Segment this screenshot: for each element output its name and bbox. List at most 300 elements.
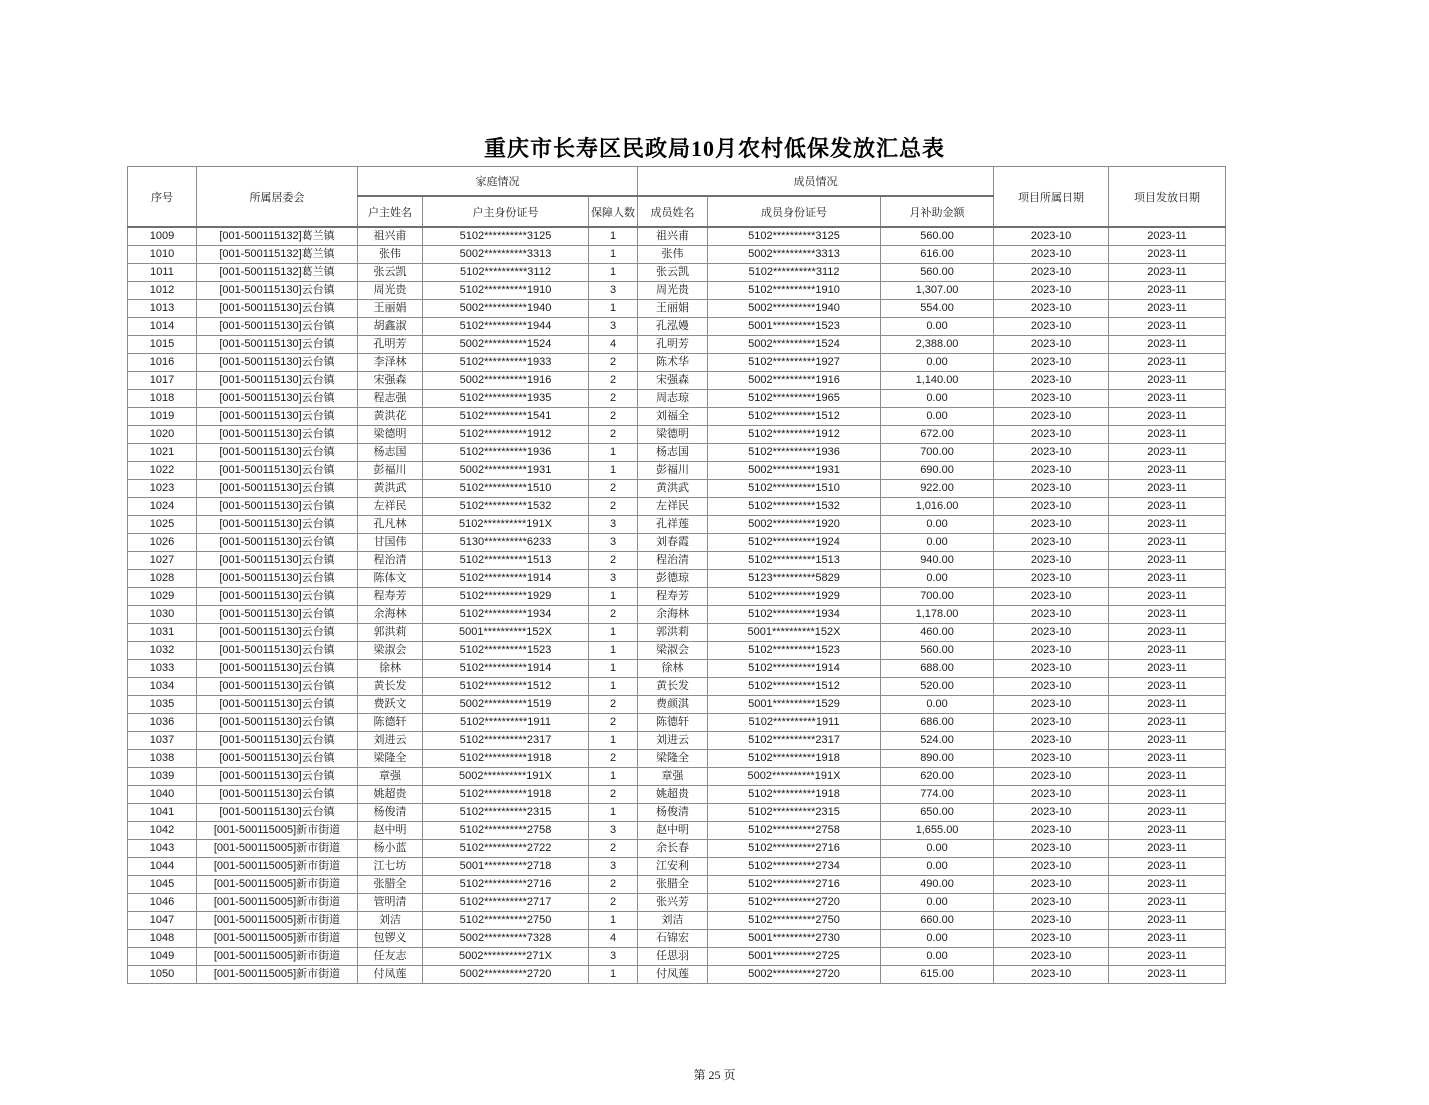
insured-count-cell: 1 (589, 660, 638, 678)
committee-cell: [001-500115005]新市街道 (197, 912, 358, 930)
member-id-cell: 5102**********1927 (708, 354, 881, 372)
head-id-cell: 5102**********2758 (423, 822, 589, 840)
serial-cell: 1015 (128, 336, 197, 354)
member-id-cell: 5102**********1918 (708, 786, 881, 804)
member-id-cell: 5102**********1936 (708, 444, 881, 462)
issue-month-cell: 2023-11 (1109, 750, 1226, 768)
issue-month-cell: 2023-11 (1109, 390, 1226, 408)
project-month-cell: 2023-10 (994, 696, 1109, 714)
member-name-cell: 程治清 (638, 552, 708, 570)
serial-cell: 1047 (128, 912, 197, 930)
project-month-cell: 2023-10 (994, 246, 1109, 264)
head-name-cell: 付凤莲 (358, 966, 423, 984)
committee-cell: [001-500115130]云台镇 (197, 732, 358, 750)
col-header-insured-count: 保障人数 (589, 196, 638, 227)
insured-count-cell: 3 (589, 534, 638, 552)
member-name-cell: 刘福全 (638, 408, 708, 426)
issue-month-cell: 2023-11 (1109, 300, 1226, 318)
project-month-cell: 2023-10 (994, 660, 1109, 678)
head-name-cell: 宋强森 (358, 372, 423, 390)
insured-count-cell: 2 (589, 426, 638, 444)
issue-month-cell: 2023-11 (1109, 588, 1226, 606)
issue-month-cell: 2023-11 (1109, 822, 1226, 840)
table-row (128, 480, 1226, 498)
table-row (128, 714, 1226, 732)
head-name-cell: 甘国伟 (358, 534, 423, 552)
amount-cell: 524.00 (881, 732, 994, 750)
project-month-cell: 2023-10 (994, 840, 1109, 858)
committee-cell: [001-500115130]云台镇 (197, 444, 358, 462)
member-name-cell: 宋强森 (638, 372, 708, 390)
serial-cell: 1044 (128, 858, 197, 876)
head-id-cell: 5102**********1541 (423, 408, 589, 426)
issue-month-cell: 2023-11 (1109, 768, 1226, 786)
member-name-cell: 余长春 (638, 840, 708, 858)
committee-cell: [001-500115130]云台镇 (197, 660, 358, 678)
table-row (128, 246, 1226, 264)
issue-month-cell: 2023-11 (1109, 912, 1226, 930)
col-group-family: 家庭情况 (358, 167, 638, 197)
head-id-cell: 5001**********2718 (423, 858, 589, 876)
amount-cell: 774.00 (881, 786, 994, 804)
committee-cell: [001-500115130]云台镇 (197, 480, 358, 498)
table-row (128, 876, 1226, 894)
amount-cell: 688.00 (881, 660, 994, 678)
head-name-cell: 左祥民 (358, 498, 423, 516)
member-id-cell: 5102**********1512 (708, 678, 881, 696)
member-id-cell: 5102**********2734 (708, 858, 881, 876)
head-name-cell: 王丽娟 (358, 300, 423, 318)
project-month-cell: 2023-10 (994, 570, 1109, 588)
head-id-cell: 5002**********3313 (423, 246, 589, 264)
committee-cell: [001-500115005]新市街道 (197, 894, 358, 912)
head-id-cell: 5102**********1910 (423, 282, 589, 300)
member-name-cell: 杨志国 (638, 444, 708, 462)
amount-cell: 672.00 (881, 426, 994, 444)
head-name-cell: 程治清 (358, 552, 423, 570)
table-row (128, 336, 1226, 354)
member-id-cell: 5102**********2317 (708, 732, 881, 750)
head-id-cell: 5002**********1940 (423, 300, 589, 318)
issue-month-cell: 2023-11 (1109, 552, 1226, 570)
table-row (128, 660, 1226, 678)
serial-cell: 1023 (128, 480, 197, 498)
member-id-cell: 5001**********152X (708, 624, 881, 642)
amount-cell: 0.00 (881, 516, 994, 534)
amount-cell: 0.00 (881, 894, 994, 912)
issue-month-cell: 2023-11 (1109, 372, 1226, 390)
serial-cell: 1029 (128, 588, 197, 606)
member-name-cell: 石锦宏 (638, 930, 708, 948)
header-group-row (128, 167, 1226, 197)
issue-month-cell: 2023-11 (1109, 498, 1226, 516)
member-id-cell: 5001**********2730 (708, 930, 881, 948)
head-name-cell: 刘洁 (358, 912, 423, 930)
serial-cell: 1031 (128, 624, 197, 642)
serial-cell: 1022 (128, 462, 197, 480)
amount-cell: 1,016.00 (881, 498, 994, 516)
member-name-cell: 孔祥莲 (638, 516, 708, 534)
head-name-cell: 祖兴甫 (358, 227, 423, 246)
member-id-cell: 5102**********1513 (708, 552, 881, 570)
table-row (128, 498, 1226, 516)
committee-cell: [001-500115130]云台镇 (197, 534, 358, 552)
member-name-cell: 张伟 (638, 246, 708, 264)
project-month-cell: 2023-10 (994, 624, 1109, 642)
insured-count-cell: 1 (589, 912, 638, 930)
issue-month-cell: 2023-11 (1109, 354, 1226, 372)
issue-month-cell: 2023-11 (1109, 678, 1226, 696)
head-name-cell: 梁德明 (358, 426, 423, 444)
table-row (128, 570, 1226, 588)
member-id-cell: 5102**********1914 (708, 660, 881, 678)
insured-count-cell: 2 (589, 696, 638, 714)
insured-count-cell: 2 (589, 372, 638, 390)
project-month-cell: 2023-10 (994, 300, 1109, 318)
head-name-cell: 彭福川 (358, 462, 423, 480)
committee-cell: [001-500115130]云台镇 (197, 498, 358, 516)
amount-cell: 0.00 (881, 948, 994, 966)
member-id-cell: 5102**********3112 (708, 264, 881, 282)
col-header-head-id: 户主身份证号 (423, 196, 589, 227)
member-name-cell: 陈术华 (638, 354, 708, 372)
issue-month-cell: 2023-11 (1109, 227, 1226, 246)
committee-cell: [001-500115130]云台镇 (197, 300, 358, 318)
table-row (128, 552, 1226, 570)
committee-cell: [001-500115130]云台镇 (197, 282, 358, 300)
member-id-cell: 5123**********5829 (708, 570, 881, 588)
insured-count-cell: 3 (589, 858, 638, 876)
head-id-cell: 5102**********1933 (423, 354, 589, 372)
insured-count-cell: 1 (589, 264, 638, 282)
table-row (128, 606, 1226, 624)
issue-month-cell: 2023-11 (1109, 858, 1226, 876)
insured-count-cell: 1 (589, 642, 638, 660)
serial-cell: 1045 (128, 876, 197, 894)
amount-cell: 0.00 (881, 570, 994, 588)
serial-cell: 1043 (128, 840, 197, 858)
insured-count-cell: 2 (589, 480, 638, 498)
member-id-cell: 5102**********1965 (708, 390, 881, 408)
head-name-cell: 梁隆全 (358, 750, 423, 768)
head-name-cell: 杨小蓝 (358, 840, 423, 858)
member-name-cell: 杨俊清 (638, 804, 708, 822)
committee-cell: [001-500115005]新市街道 (197, 840, 358, 858)
project-month-cell: 2023-10 (994, 318, 1109, 336)
serial-cell: 1017 (128, 372, 197, 390)
head-id-cell: 5102**********2717 (423, 894, 589, 912)
project-month-cell: 2023-10 (994, 462, 1109, 480)
head-id-cell: 5102**********2317 (423, 732, 589, 750)
issue-month-cell: 2023-11 (1109, 516, 1226, 534)
project-month-cell: 2023-10 (994, 642, 1109, 660)
head-name-cell: 徐林 (358, 660, 423, 678)
member-id-cell: 5001**********2725 (708, 948, 881, 966)
table-row (128, 858, 1226, 876)
head-name-cell: 程志强 (358, 390, 423, 408)
project-month-cell: 2023-10 (994, 804, 1109, 822)
committee-cell: [001-500115132]葛兰镇 (197, 246, 358, 264)
amount-cell: 1,655.00 (881, 822, 994, 840)
member-name-cell: 徐林 (638, 660, 708, 678)
table-row (128, 227, 1226, 246)
member-id-cell: 5102**********1918 (708, 750, 881, 768)
insured-count-cell: 2 (589, 750, 638, 768)
member-name-cell: 彭福川 (638, 462, 708, 480)
member-id-cell: 5002**********1940 (708, 300, 881, 318)
head-id-cell: 5102**********1914 (423, 660, 589, 678)
member-name-cell: 任思羽 (638, 948, 708, 966)
committee-cell: [001-500115005]新市街道 (197, 948, 358, 966)
project-month-cell: 2023-10 (994, 714, 1109, 732)
member-name-cell: 张兴芳 (638, 894, 708, 912)
head-id-cell: 5102**********1944 (423, 318, 589, 336)
amount-cell: 0.00 (881, 318, 994, 336)
table-row (128, 462, 1226, 480)
table-row (128, 282, 1226, 300)
insured-count-cell: 3 (589, 570, 638, 588)
committee-cell: [001-500115005]新市街道 (197, 876, 358, 894)
project-month-cell: 2023-10 (994, 408, 1109, 426)
member-id-cell: 5001**********1523 (708, 318, 881, 336)
amount-cell: 0.00 (881, 858, 994, 876)
issue-month-cell: 2023-11 (1109, 264, 1226, 282)
committee-cell: [001-500115132]葛兰镇 (197, 264, 358, 282)
member-id-cell: 5102**********3125 (708, 227, 881, 246)
committee-cell: [001-500115130]云台镇 (197, 462, 358, 480)
issue-month-cell: 2023-11 (1109, 840, 1226, 858)
member-id-cell: 5102**********1523 (708, 642, 881, 660)
amount-cell: 700.00 (881, 588, 994, 606)
project-month-cell: 2023-10 (994, 894, 1109, 912)
head-id-cell: 5002**********1524 (423, 336, 589, 354)
issue-month-cell: 2023-11 (1109, 444, 1226, 462)
member-name-cell: 赵中明 (638, 822, 708, 840)
head-id-cell: 5002**********1931 (423, 462, 589, 480)
committee-cell: [001-500115130]云台镇 (197, 588, 358, 606)
table-row (128, 372, 1226, 390)
member-id-cell: 5102**********2716 (708, 876, 881, 894)
head-id-cell: 5102**********1532 (423, 498, 589, 516)
serial-cell: 1050 (128, 966, 197, 984)
head-id-cell: 5102**********1512 (423, 678, 589, 696)
head-name-cell: 程寿芳 (358, 588, 423, 606)
issue-month-cell: 2023-11 (1109, 246, 1226, 264)
amount-cell: 490.00 (881, 876, 994, 894)
serial-cell: 1021 (128, 444, 197, 462)
issue-month-cell: 2023-11 (1109, 408, 1226, 426)
committee-cell: [001-500115005]新市街道 (197, 858, 358, 876)
member-name-cell: 孔泓嫚 (638, 318, 708, 336)
issue-month-cell: 2023-11 (1109, 426, 1226, 444)
project-month-cell: 2023-10 (994, 480, 1109, 498)
member-name-cell: 付凤莲 (638, 966, 708, 984)
member-name-cell: 张腊全 (638, 876, 708, 894)
member-name-cell: 郭洪莉 (638, 624, 708, 642)
head-id-cell: 5102**********1918 (423, 750, 589, 768)
member-name-cell: 梁德明 (638, 426, 708, 444)
table-row (128, 948, 1226, 966)
serial-cell: 1011 (128, 264, 197, 282)
head-name-cell: 章强 (358, 768, 423, 786)
member-name-cell: 左祥民 (638, 498, 708, 516)
table-row (128, 822, 1226, 840)
table-row (128, 786, 1226, 804)
issue-month-cell: 2023-11 (1109, 534, 1226, 552)
table-row (128, 930, 1226, 948)
project-month-cell: 2023-10 (994, 876, 1109, 894)
committee-cell: [001-500115130]云台镇 (197, 750, 358, 768)
head-name-cell: 张云凯 (358, 264, 423, 282)
serial-cell: 1036 (128, 714, 197, 732)
serial-cell: 1020 (128, 426, 197, 444)
issue-month-cell: 2023-11 (1109, 462, 1226, 480)
table-row (128, 516, 1226, 534)
serial-cell: 1019 (128, 408, 197, 426)
head-name-cell: 孔凡林 (358, 516, 423, 534)
committee-cell: [001-500115130]云台镇 (197, 768, 358, 786)
table-row (128, 444, 1226, 462)
project-month-cell: 2023-10 (994, 390, 1109, 408)
member-id-cell: 5002**********1524 (708, 336, 881, 354)
head-name-cell: 张腊全 (358, 876, 423, 894)
col-header-serial: 序号 (128, 167, 197, 228)
page-title: 重庆市长寿区民政局10月农村低保发放汇总表 (483, 136, 945, 161)
issue-month-cell: 2023-11 (1109, 714, 1226, 732)
head-id-cell: 5102**********1936 (423, 444, 589, 462)
committee-cell: [001-500115130]云台镇 (197, 786, 358, 804)
col-header-issue-month: 项目发放日期 (1109, 167, 1226, 228)
committee-cell: [001-500115132]葛兰镇 (197, 227, 358, 246)
amount-cell: 2,388.00 (881, 336, 994, 354)
head-id-cell: 5002**********1916 (423, 372, 589, 390)
head-name-cell: 黄洪武 (358, 480, 423, 498)
member-id-cell: 5102**********1532 (708, 498, 881, 516)
member-name-cell: 祖兴甫 (638, 227, 708, 246)
insured-count-cell: 2 (589, 606, 638, 624)
insured-count-cell: 1 (589, 678, 638, 696)
serial-cell: 1040 (128, 786, 197, 804)
insured-count-cell: 2 (589, 408, 638, 426)
insured-count-cell: 1 (589, 588, 638, 606)
amount-cell: 615.00 (881, 966, 994, 984)
member-name-cell: 周志琼 (638, 390, 708, 408)
insured-count-cell: 3 (589, 282, 638, 300)
project-month-cell: 2023-10 (994, 912, 1109, 930)
insured-count-cell: 1 (589, 732, 638, 750)
member-id-cell: 5102**********1512 (708, 408, 881, 426)
amount-cell: 554.00 (881, 300, 994, 318)
serial-cell: 1010 (128, 246, 197, 264)
head-name-cell: 黄洪花 (358, 408, 423, 426)
project-month-cell: 2023-10 (994, 768, 1109, 786)
issue-month-cell: 2023-11 (1109, 732, 1226, 750)
member-name-cell: 张云凯 (638, 264, 708, 282)
head-id-cell: 5130**********6233 (423, 534, 589, 552)
table-row (128, 966, 1226, 984)
head-name-cell: 余海林 (358, 606, 423, 624)
head-name-cell: 李泽林 (358, 354, 423, 372)
table-row (128, 624, 1226, 642)
project-month-cell: 2023-10 (994, 786, 1109, 804)
committee-cell: [001-500115130]云台镇 (197, 606, 358, 624)
head-id-cell: 5001**********152X (423, 624, 589, 642)
serial-cell: 1018 (128, 390, 197, 408)
head-name-cell: 刘进云 (358, 732, 423, 750)
member-name-cell: 江安利 (638, 858, 708, 876)
table-row (128, 840, 1226, 858)
issue-month-cell: 2023-11 (1109, 786, 1226, 804)
col-group-member: 成员情况 (638, 167, 994, 197)
table-row (128, 300, 1226, 318)
serial-cell: 1027 (128, 552, 197, 570)
head-id-cell: 5102**********1911 (423, 714, 589, 732)
subsidy-summary-table (127, 166, 1226, 984)
head-name-cell: 费跃文 (358, 696, 423, 714)
insured-count-cell: 1 (589, 246, 638, 264)
table-row (128, 318, 1226, 336)
insured-count-cell: 2 (589, 840, 638, 858)
amount-cell: 560.00 (881, 642, 994, 660)
col-header-monthly-amount: 月补助金额 (881, 196, 994, 227)
amount-cell: 890.00 (881, 750, 994, 768)
insured-count-cell: 2 (589, 714, 638, 732)
project-month-cell: 2023-10 (994, 948, 1109, 966)
serial-cell: 1026 (128, 534, 197, 552)
project-month-cell: 2023-10 (994, 444, 1109, 462)
head-name-cell: 周光贵 (358, 282, 423, 300)
head-id-cell: 5102**********3125 (423, 227, 589, 246)
head-id-cell: 5102**********1513 (423, 552, 589, 570)
head-name-cell: 姚超贵 (358, 786, 423, 804)
member-name-cell: 梁隆全 (638, 750, 708, 768)
member-id-cell: 5001**********1529 (708, 696, 881, 714)
insured-count-cell: 4 (589, 930, 638, 948)
serial-cell: 1016 (128, 354, 197, 372)
issue-month-cell: 2023-11 (1109, 318, 1226, 336)
head-id-cell: 5102**********1914 (423, 570, 589, 588)
insured-count-cell: 2 (589, 390, 638, 408)
member-id-cell: 5102**********2750 (708, 912, 881, 930)
amount-cell: 460.00 (881, 624, 994, 642)
member-id-cell: 5102**********1929 (708, 588, 881, 606)
insured-count-cell: 2 (589, 354, 638, 372)
insured-count-cell: 1 (589, 966, 638, 984)
head-name-cell: 梁淑会 (358, 642, 423, 660)
issue-month-cell: 2023-11 (1109, 336, 1226, 354)
col-header-member-name: 成员姓名 (638, 196, 708, 227)
project-month-cell: 2023-10 (994, 372, 1109, 390)
amount-cell: 616.00 (881, 246, 994, 264)
committee-cell: [001-500115130]云台镇 (197, 390, 358, 408)
head-name-cell: 江七坊 (358, 858, 423, 876)
committee-cell: [001-500115005]新市街道 (197, 930, 358, 948)
amount-cell: 690.00 (881, 462, 994, 480)
project-month-cell: 2023-10 (994, 606, 1109, 624)
project-month-cell: 2023-10 (994, 750, 1109, 768)
committee-cell: [001-500115130]云台镇 (197, 552, 358, 570)
serial-cell: 1038 (128, 750, 197, 768)
project-month-cell: 2023-10 (994, 588, 1109, 606)
serial-cell: 1035 (128, 696, 197, 714)
head-id-cell: 5102**********2750 (423, 912, 589, 930)
project-month-cell: 2023-10 (994, 354, 1109, 372)
head-id-cell: 5102**********1934 (423, 606, 589, 624)
member-name-cell: 黄长发 (638, 678, 708, 696)
head-name-cell: 陈体文 (358, 570, 423, 588)
serial-cell: 1030 (128, 606, 197, 624)
issue-month-cell: 2023-11 (1109, 282, 1226, 300)
